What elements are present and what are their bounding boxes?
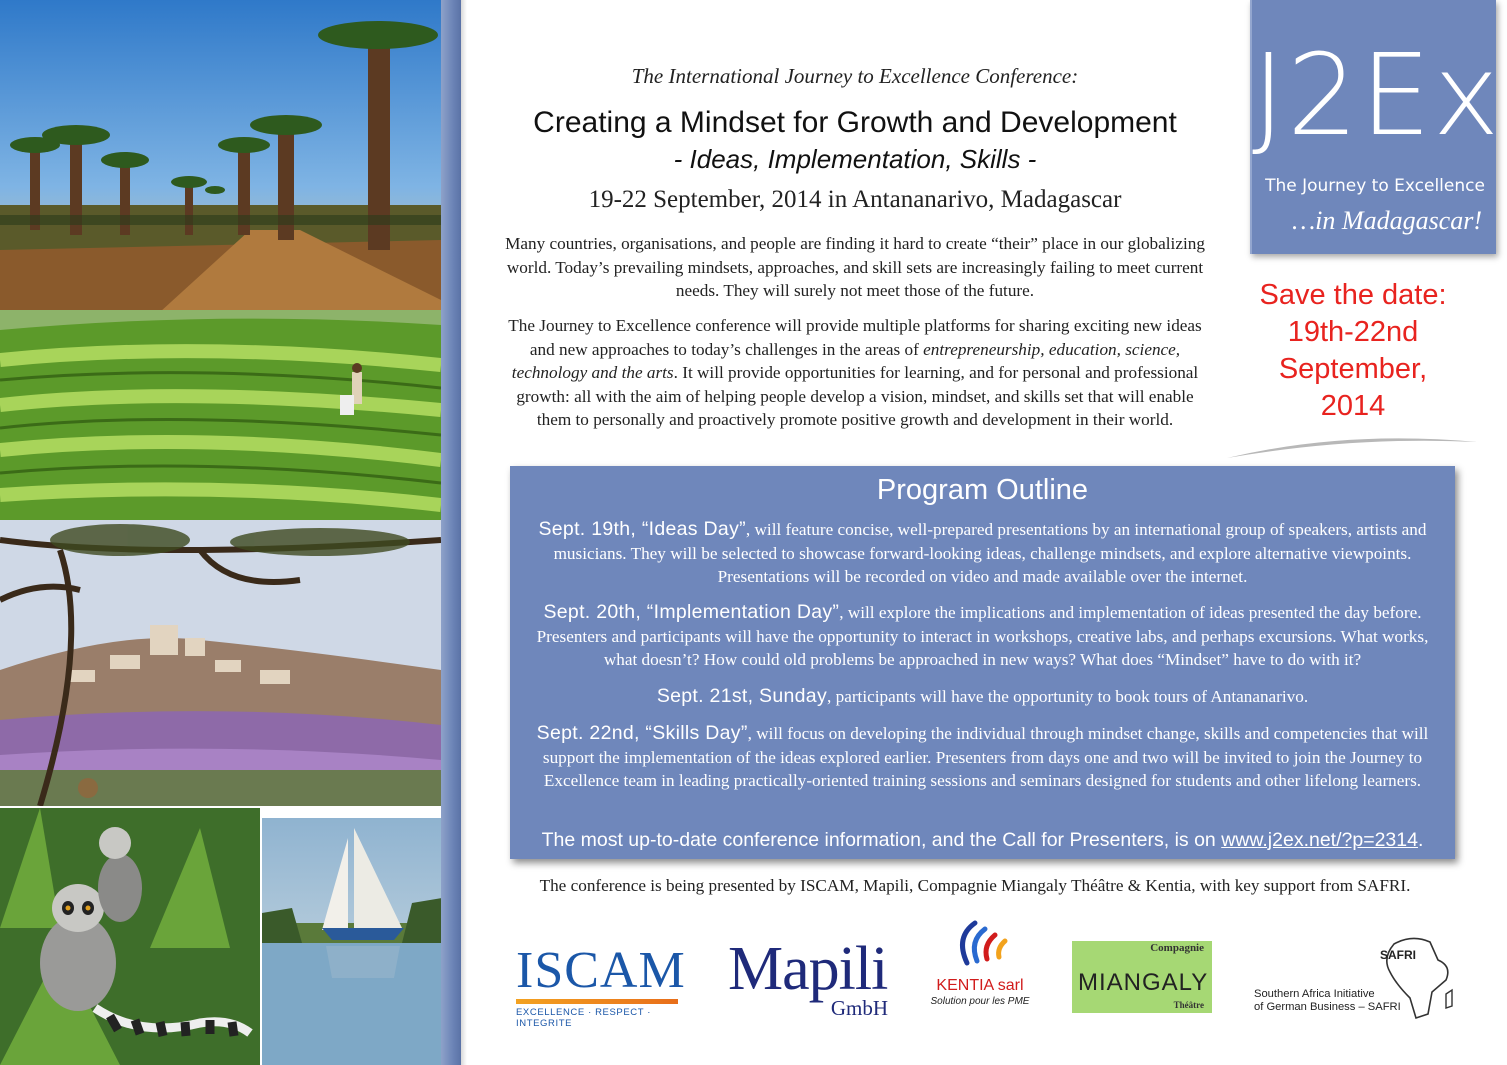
iscam-wordmark: ISCAM xyxy=(516,942,686,999)
program-day-2 xyxy=(520,601,1445,672)
day-2-label: Sept. 20th, “Implementation Day” xyxy=(543,601,840,623)
miangaly-logo xyxy=(1072,941,1212,1013)
intro-paragraph-1: Many countries, organisations, and people are finding it hard to create “their” place in our globalizing world. Today’s prevailing mindsets, approaches, and skill sets are increasingly failing to meet current needs. They will surely not meet those of the future. xyxy=(505,234,1205,300)
save-line-3: September, xyxy=(1278,353,1428,385)
miangaly-top-label: Compagnie xyxy=(1150,942,1204,954)
save-line-2: 19th-22nd xyxy=(1287,316,1419,348)
safri-logo xyxy=(1252,932,1462,1022)
intro-paragraph-2 xyxy=(505,314,1205,432)
intro-paragraph-2-start: The Journey to Excellence conference will provide multiple platforms for sharing exciting new ideas and new approaches to today’s challenges in the areas of xyxy=(508,316,1202,359)
event-dateline: 19-22 September, 2014 in Antananarivo, Madagascar xyxy=(588,186,1122,213)
conference-info-link[interactable]: www.j2ex.net/?p=2314 xyxy=(1221,829,1418,851)
safri-line-2: of German Business – SAFRI xyxy=(1254,1001,1401,1013)
miangaly-bottom-label: Théâtre xyxy=(1173,1000,1204,1010)
decorative-spine xyxy=(441,0,461,1065)
j2ex-logo-box xyxy=(1250,0,1502,254)
photo-column xyxy=(0,0,442,1065)
j2ex-logo-mark: J2Ex xyxy=(1252,31,1502,161)
day-1-label: Sept. 19th, “Ideas Day” xyxy=(538,518,746,540)
kentia-wordmark: KENTIA sarl xyxy=(936,977,1024,994)
kentia-tagline: Solution pour les PME xyxy=(930,996,1030,1007)
program-day-4 xyxy=(520,722,1445,793)
presented-by: The conference is being presented by ISCAM, Mapili, Compagnie Miangaly Théâtre & Kentia, with key support from SAFRI. xyxy=(539,876,1411,895)
iscam-underline xyxy=(516,999,678,1004)
photo-sailboat xyxy=(262,818,442,1065)
day-1-text: , will feature concise, well-prepared presentations by an international group of speakers, artists and musicians. They will be selected to showcase forward-looking ideas, challenge mindsets, and explore alternative viewpoints. Presentations will be recorded on video and made available over the internet. xyxy=(553,520,1427,586)
day-3-label: Sept. 21st, Sunday xyxy=(656,685,827,707)
j2ex-logo-tagline: The Journey to Excellence xyxy=(1265,176,1485,196)
kentia-logo xyxy=(925,915,1035,1017)
intro-paragraph-2-end: . It will provide opportunities for learning, and for personal and professional growth: all with the aim of helping people develop a vision, mindset, and skills set that will enable them to personally and proactively promote positive growth and development in their world. xyxy=(516,363,1199,429)
save-the-date xyxy=(1230,277,1476,425)
conference-name: The International Journey to Excellence Conference: xyxy=(631,64,1079,88)
intro-paragraph-2-italic: entrepreneurship, education, science, technology and the arts xyxy=(511,339,1181,382)
miangaly-wordmark: MIANGALY xyxy=(1078,969,1209,996)
iscam-tagline: EXCELLENCE · RESPECT · INTEGRITE xyxy=(516,1007,651,1029)
safri-line-1: Southern Africa Initiative xyxy=(1254,988,1375,1000)
closing-text: The most up-to-date conference information, and the Call for Presenters, is on xyxy=(541,829,1222,851)
safri-badge: SAFRI xyxy=(1380,948,1416,962)
photo-lemurs xyxy=(0,808,260,1065)
spine-shadow xyxy=(461,0,467,1065)
day-4-text: , will focus on developing the individual through mindset change, skills and competencies that will support the implementation of the ideas explored earlier. Presenters from days one and two will be invited to join the Journey to Excellence team in leading practically-oriented training sessions and seminars designed for students and other lifelong learners. xyxy=(542,724,1429,790)
program-outline-panel xyxy=(510,466,1455,859)
day-3-text: , participants will have the opportunity to book tours of Antananarivo. xyxy=(827,687,1309,706)
page-title: Creating a Mindset for Growth and Development xyxy=(533,106,1177,139)
save-line-1: Save the date: xyxy=(1259,279,1447,311)
photo-rice-terraces xyxy=(0,310,441,520)
safri-text xyxy=(1254,988,1401,1014)
program-title: Program Outline xyxy=(876,474,1089,506)
mapili-logo xyxy=(728,935,890,1020)
j2ex-logo-sub: …in Madagascar! xyxy=(1292,206,1482,235)
photo-antananarivo xyxy=(0,520,441,806)
program-closing xyxy=(510,829,1455,852)
mapili-wordmark: Mapili xyxy=(728,935,888,1003)
photo-baobab-avenue xyxy=(0,0,441,312)
page-subtitle: - Ideas, Implementation, Skills - xyxy=(673,144,1037,174)
day-2-text: , will explore the implications and implementation of ideas presented the day before. Presenters and participants will have the opportunity to interact in workshops, creative labs, and perhaps excursions. What works, what doesn’t? How could old problems be approached in new ways? What does “Mindset” have to do with it? xyxy=(536,603,1429,669)
kentia-arcs-icon xyxy=(945,915,1015,977)
program-day-1 xyxy=(520,518,1445,589)
day-4-label: Sept. 22nd, “Skills Day” xyxy=(536,722,748,744)
program-day-3 xyxy=(520,685,1445,709)
mapili-suffix: GmbH xyxy=(830,996,888,1020)
closing-end: . xyxy=(1417,829,1424,851)
swoosh-decoration xyxy=(1225,428,1480,464)
iscam-logo xyxy=(516,942,688,1029)
save-line-4: 2014 xyxy=(1320,390,1386,422)
